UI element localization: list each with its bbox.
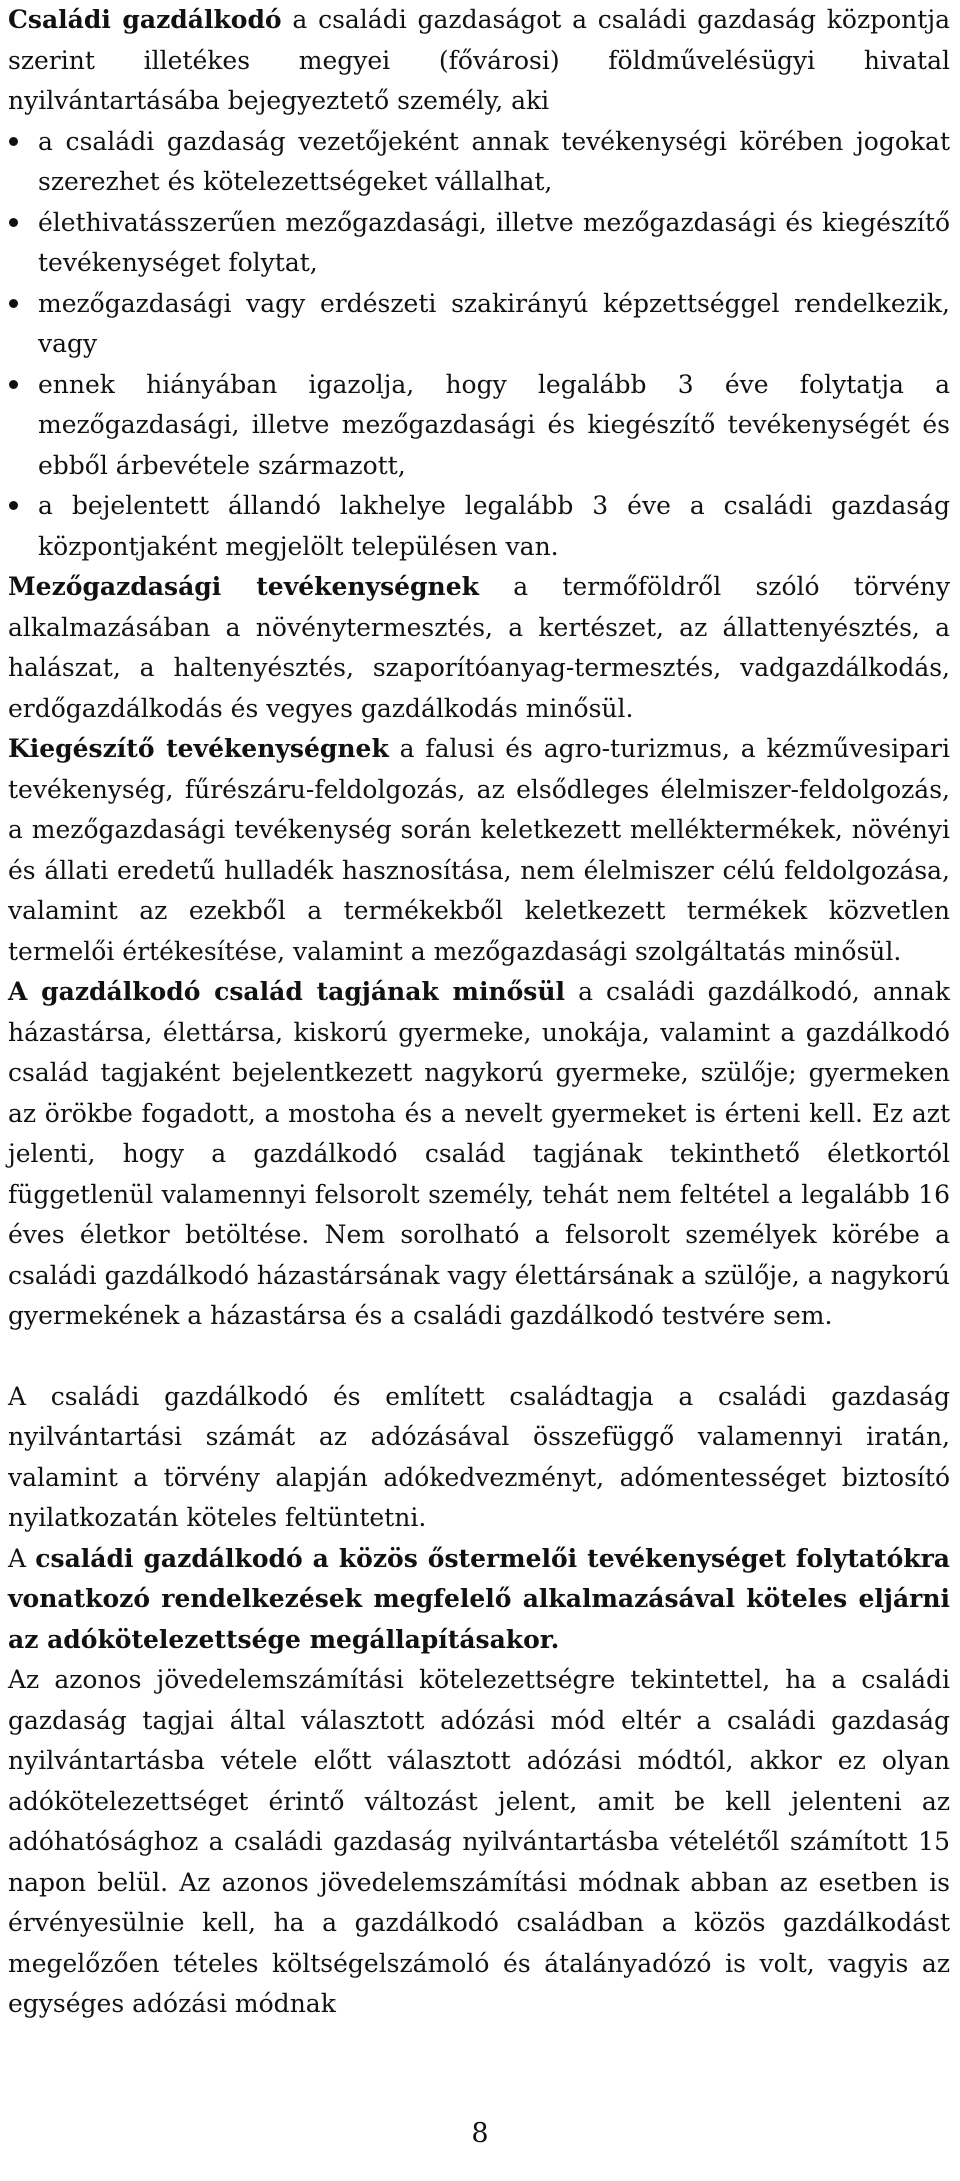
- intro-text: a családi gazdaságot a családi gazdaság központja szerint illetékes megyei (fővárosi) földművelésügyi hivatal nyilvántartásába bejegyeztető személy, aki: [8, 5, 950, 115]
- joint-producer-bold: családi gazdálkodó a közös őstermelői tevékenységet folytatókra vonatkozó rendelkezések megfelelő alkalmazásával köteles eljárni az adókötelezettsége megállapításakor.: [8, 1543, 950, 1654]
- criteria-list: [8, 122, 950, 568]
- supplementary-activity-paragraph: [8, 729, 950, 972]
- list-item: mezőgazdasági vagy erdészeti szakirányú képzettséggel rendelkezik, vagy: [8, 284, 950, 365]
- intro-paragraph: [8, 0, 950, 122]
- agricultural-activity-paragraph: [8, 567, 950, 729]
- term-mezogazdasagi-tevekenyseg: Mezőgazdasági tevékenységnek: [8, 572, 479, 601]
- income-calculation-paragraph: Az azonos jövedelemszámítási kötelezettségre tekintettel, ha a családi gazdaság tagjai által választott adózási mód eltér a családi gazdaság nyilvántartásba vétele előtt választott adózási módtól, akkor ez olyan adókötelezettséget érintő változást jelent, amit be kell jelenteni az adóhatósághoz a családi gazdaság nyilvántartásba vételétől számított 15 napon belül. Az azonos jövedelemszámítási módnak abban az esetben is érvényesülnie kell, ha a gazdálkodó családban a közös gazdálkodást megelőzően tételes költségelszámoló és átalányadózó is volt, vagyis az egységes adózási módnak: [8, 1665, 950, 2018]
- registration-number-paragraph: A családi gazdálkodó és említett családtagja a családi gazdaság nyilvántartási számát az adózásával összefüggő valamennyi iratán, valamint a törvény alapján adókedvezményt, adómentességet biztosító nyilatkozatán köteles feltüntetni.: [8, 1381, 950, 1532]
- term-csalad-tagja: A gazdálkodó család tagjának minősül: [8, 977, 566, 1006]
- list-item: a családi gazdaság vezetőjeként annak tevékenységi körében jogokat szerezhet és kötelezettségeket vállalhat,: [8, 122, 950, 203]
- list-item: ennek hiányában igazolja, hogy legalább 3 éve folytatja a mezőgazdasági, illetve mezőgazdasági és kiegészítő tevékenységét és ebből árbevétele származott,: [8, 365, 950, 487]
- list-item: élethivatásszerűen mezőgazdasági, illetve mezőgazdasági és kiegészítő tevékenységet folytat,: [8, 203, 950, 284]
- paragraph-gap: [8, 1337, 950, 1377]
- document-page: [8, 0, 950, 2025]
- agricultural-activity-text: a termőföldről szóló törvény alkalmazásában a növénytermesztés, a kertészet, az állattenyésztés, a halászat, a haltenyésztés, szaporítóanyag-termesztés, vadgazdálkodás, erdőgazdálkodás és vegyes gazdálkodás minősül.: [8, 572, 950, 723]
- joint-producer-prefix: A: [8, 1543, 36, 1573]
- page-number: 8: [471, 2118, 489, 2149]
- joint-producer-paragraph: [8, 1539, 950, 1661]
- family-member-paragraph: [8, 972, 950, 1337]
- term-kiegeszito-tevekenyseg: Kiegészítő tevékenységnek: [8, 734, 389, 763]
- supplementary-activity-text: a falusi és agro-turizmus, a kézművesipari tevékenység, fűrészáru-feldolgozás, az elsődleges élelmiszer-feldolgozás, a mezőgazdasági tevékenység során keletkezett melléktermékek, növényi és állati eredetű hulladék hasznosítása, nem élelmiszer célú feldolgozása, valamint az ezekből a termékekből keletkezett termékek közvetlen termelői értékesítése, valamint a mezőgazdasági szolgáltatás minősül.: [8, 734, 950, 966]
- term-csaladi-gazdalkodo: Családi gazdálkodó: [8, 5, 282, 34]
- list-item: a bejelentett állandó lakhelye legalább 3 éve a családi gazdaság központjaként megjelölt településen van.: [8, 486, 950, 567]
- family-member-text: a családi gazdálkodó, annak házastársa, élettársa, kiskorú gyermeke, unokája, valamint a gazdálkodó család tagjaként bejelentkezett nagykorú gyermeke, szülője; gyermeken az örökbe fogadott, a mostoha és a nevelt gyermeket is érteni kell. Ez azt jelenti, hogy a gazdálkodó család tagjának tekinthető életkortól függetlenül valamennyi felsorolt személy, tehát nem feltétel a legalább 16 éves életkor betöltése. Nem sorolható a felsorolt személyek körébe a családi gazdálkodó házastársának vagy élettársának a szülője, a nagykorú gyermekének a házastársa és a családi gazdálkodó testvére sem.: [8, 977, 950, 1330]
